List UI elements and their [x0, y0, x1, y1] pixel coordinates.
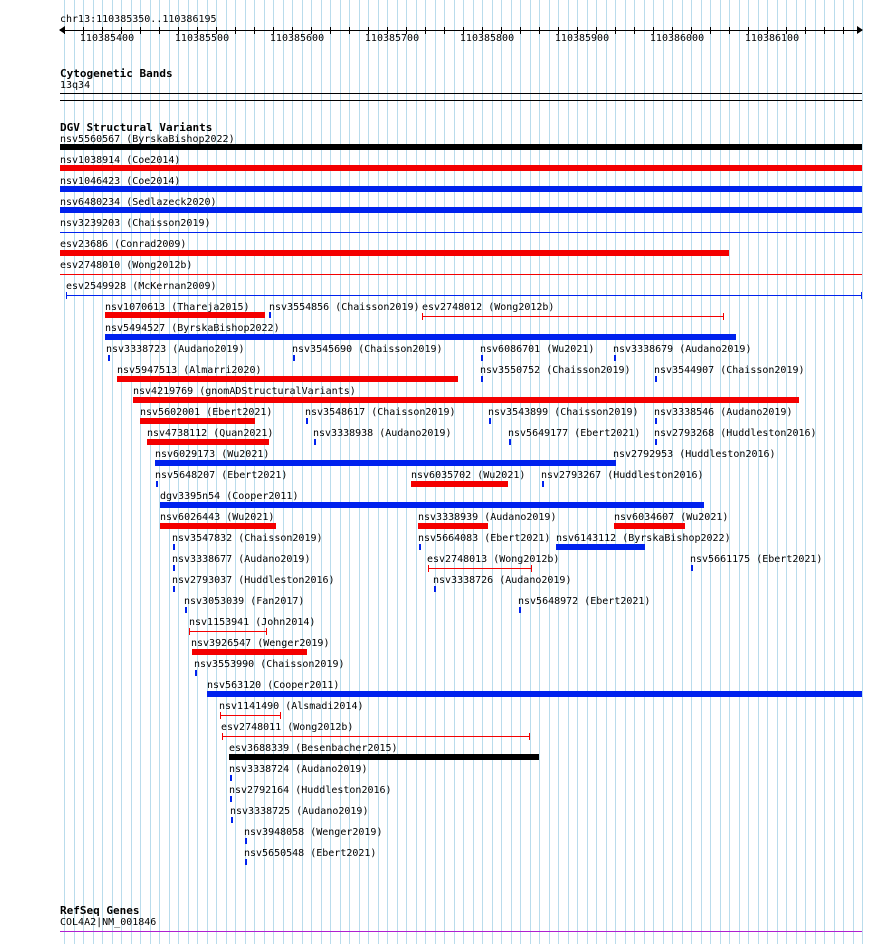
tick-label: 110385600	[269, 33, 325, 44]
variant-label[interactable]: nsv3948058 (Wenger2019)	[244, 827, 383, 838]
minor-tick	[444, 27, 445, 34]
grid-line	[767, 0, 768, 944]
variant-label[interactable]: nsv563120 (Cooper2011)	[207, 680, 340, 691]
minor-tick	[64, 27, 65, 34]
grid-line	[302, 0, 303, 944]
grid-line	[349, 0, 350, 944]
variant-label[interactable]: nsv4738112 (Quan2021)	[147, 428, 274, 439]
dgv-track-title[interactable]: DGV Structural Variants	[60, 121, 213, 134]
minor-tick	[140, 27, 141, 34]
tick-label: 110385700	[364, 33, 420, 44]
variant-label[interactable]: esv2748013 (Wong2012b)	[427, 554, 560, 565]
variant-label[interactable]: nsv3545690 (Chaisson2019)	[292, 344, 443, 355]
variant-label[interactable]: nsv3543899 (Chaisson2019)	[488, 407, 639, 418]
ruler-axis	[60, 30, 862, 31]
grid-line	[378, 0, 379, 944]
grid-line	[530, 0, 531, 944]
grid-line	[853, 0, 854, 944]
gene-model[interactable]	[60, 931, 862, 932]
variant-label[interactable]: nsv3544907 (Chaisson2019)	[654, 365, 805, 376]
variant-label[interactable]: nsv2793267 (Huddleston2016)	[541, 470, 704, 481]
interval-cap	[220, 712, 221, 719]
coordinate-ruler[interactable]	[60, 0, 862, 60]
variant-interval[interactable]	[428, 568, 532, 569]
interval-cap	[189, 628, 190, 635]
minor-tick	[520, 27, 521, 34]
grid-line	[834, 0, 835, 944]
variant-label[interactable]: nsv3553990 (Chaisson2019)	[194, 659, 345, 670]
variant-label[interactable]: nsv1038914 (Coe2014)	[60, 155, 181, 166]
grid-line	[406, 0, 407, 944]
grid-line	[796, 0, 797, 944]
variant-interval[interactable]	[422, 316, 724, 317]
variant-label[interactable]: nsv6086701 (Wu2021)	[480, 344, 595, 355]
grid-line	[368, 0, 369, 944]
grid-line	[292, 0, 293, 944]
variant-label[interactable]: nsv2793037 (Huddleston2016)	[172, 575, 335, 586]
variant-label[interactable]: nsv6035702 (Wu2021)	[411, 470, 526, 481]
minor-tick	[349, 27, 350, 34]
grid-line	[815, 0, 816, 944]
variant-label[interactable]: nsv6480234 (Sedlazeck2020)	[60, 197, 217, 208]
variant-label[interactable]: nsv3926547 (Wenger2019)	[191, 638, 330, 649]
minor-tick	[843, 27, 844, 34]
grid-line	[739, 0, 740, 944]
interval-cap	[222, 733, 223, 740]
cytogenetic-track-title[interactable]: Cytogenetic Bands	[60, 67, 173, 80]
tick-label: 110385400	[79, 33, 135, 44]
variant-label[interactable]: nsv6034607 (Wu2021)	[614, 512, 729, 523]
variant-label[interactable]: nsv3338679 (Audano2019)	[613, 344, 752, 355]
grid-line	[786, 0, 787, 944]
variant-label[interactable]: nsv3053039 (Fan2017)	[184, 596, 305, 607]
grid-line	[710, 0, 711, 944]
track-separator	[60, 100, 862, 101]
variant-label[interactable]: nsv2792164 (Huddleston2016)	[229, 785, 392, 796]
variant-label[interactable]: nsv3338677 (Audano2019)	[172, 554, 311, 565]
grid-line	[387, 0, 388, 944]
location-label: chr13:110385350..110386195	[60, 14, 217, 25]
tick-label: 110386000	[649, 33, 705, 44]
variant-label[interactable]: nsv1141490 (Alsmadi2014)	[219, 701, 364, 712]
variant-label[interactable]: nsv5648207 (Ebert2021)	[155, 470, 288, 481]
interval-cap	[723, 313, 724, 320]
variant-label[interactable]: nsv3338724 (Audano2019)	[229, 764, 368, 775]
minor-tick	[235, 27, 236, 34]
variant-label[interactable]: nsv6026443 (Wu2021)	[160, 512, 275, 523]
grid-line	[758, 0, 759, 944]
cytoband-line	[60, 93, 862, 94]
minor-tick	[805, 27, 806, 34]
grid-line	[720, 0, 721, 944]
variant-label[interactable]: nsv3338938 (Audano2019)	[313, 428, 452, 439]
minor-tick	[615, 27, 616, 34]
variant-label[interactable]: nsv2792953 (Huddleston2016)	[613, 449, 776, 460]
grid-line	[729, 0, 730, 944]
variant-interval[interactable]	[189, 631, 267, 632]
grid-line	[539, 0, 540, 944]
interval-cap	[280, 712, 281, 719]
cytoband-label[interactable]: 13q34	[60, 80, 91, 91]
variant-label[interactable]: nsv6029173 (Wu2021)	[155, 449, 270, 460]
variant-label[interactable]: dgv3395n54 (Cooper2011)	[160, 491, 299, 502]
interval-cap	[422, 313, 423, 320]
grid-line	[330, 0, 331, 944]
grid-line	[321, 0, 322, 944]
grid-line	[340, 0, 341, 944]
variant-label[interactable]: nsv5649177 (Ebert2021)	[508, 428, 641, 439]
variant-label[interactable]: esv2748011 (Wong2012b)	[221, 722, 354, 733]
variant-label[interactable]: nsv2793268 (Huddleston2016)	[654, 428, 817, 439]
grid-line	[359, 0, 360, 944]
grid-line	[748, 0, 749, 944]
tick-label: 110385800	[459, 33, 515, 44]
grid-line	[843, 0, 844, 944]
variant-label[interactable]: nsv5560567 (ByrskaBishop2022)	[60, 134, 235, 145]
interval-cap	[861, 292, 862, 299]
grid-line	[777, 0, 778, 944]
minor-tick	[254, 27, 255, 34]
variant-interval[interactable]	[66, 295, 862, 296]
grid-line	[805, 0, 806, 944]
minor-tick	[425, 27, 426, 34]
variant-label[interactable]: esv2748010 (Wong2012b)	[60, 260, 193, 271]
variant-label[interactable]: nsv4219769 (gnomADStructuralVariants)	[133, 386, 356, 397]
scroll-right-arrow-icon[interactable]	[857, 26, 863, 34]
variant-label[interactable]: nsv6143112 (ByrskaBishop2022)	[556, 533, 731, 544]
minor-tick	[824, 27, 825, 34]
grid-line	[397, 0, 398, 944]
variant-label[interactable]: nsv5648972 (Ebert2021)	[518, 596, 651, 607]
minor-tick	[330, 27, 331, 34]
variant-label[interactable]: nsv5661175 (Ebert2021)	[690, 554, 823, 565]
grid-line	[311, 0, 312, 944]
gene-label[interactable]: COL4A2|NM_001846	[60, 917, 157, 928]
variant-label[interactable]: esv2748012 (Wong2012b)	[422, 302, 555, 313]
variant-label[interactable]: nsv3548617 (Chaisson2019)	[305, 407, 456, 418]
minor-tick	[729, 27, 730, 34]
interval-cap	[531, 565, 532, 572]
variant-label[interactable]: nsv3239203 (Chaisson2019)	[60, 218, 211, 229]
variant-label[interactable]: nsv3338726 (Audano2019)	[433, 575, 572, 586]
variant-label[interactable]: nsv3338723 (Audano2019)	[106, 344, 245, 355]
tick-label: 110385500	[174, 33, 230, 44]
variant-label[interactable]: nsv5664083 (Ebert2021)	[418, 533, 551, 544]
variant-label[interactable]: nsv3547832 (Chaisson2019)	[172, 533, 323, 544]
tick-label: 110386100	[744, 33, 800, 44]
variant-label[interactable]: nsv1153941 (John2014)	[189, 617, 316, 628]
interval-cap	[66, 292, 67, 299]
variant-label[interactable]: nsv3550752 (Chaisson2019)	[480, 365, 631, 376]
variant-label[interactable]: esv3688339 (Besenbacher2015)	[229, 743, 398, 754]
variant-label[interactable]: esv23686 (Conrad2009)	[60, 239, 187, 250]
variant-label[interactable]: nsv3338725 (Audano2019)	[230, 806, 369, 817]
variant-label[interactable]: nsv1046423 (Coe2014)	[60, 176, 181, 187]
interval-cap	[529, 733, 530, 740]
variant-label[interactable]: nsv5650548 (Ebert2021)	[244, 848, 377, 859]
variant-label[interactable]: nsv5602001 (Ebert2021)	[140, 407, 273, 418]
grid-line	[824, 0, 825, 944]
minor-tick	[159, 27, 160, 34]
grid-line	[862, 0, 863, 944]
variant-label[interactable]: nsv1070613 (Thareja2015)	[105, 302, 250, 313]
minor-tick	[710, 27, 711, 34]
tick-label: 110385900	[554, 33, 610, 44]
variant-line[interactable]	[60, 274, 862, 275]
variant-label[interactable]: nsv5947513 (Almarri2020)	[117, 365, 262, 376]
variant-interval[interactable]	[220, 715, 281, 716]
interval-cap	[266, 628, 267, 635]
variant-label[interactable]: nsv3338546 (Audano2019)	[654, 407, 793, 418]
minor-tick	[634, 27, 635, 34]
interval-cap	[428, 565, 429, 572]
variant-label[interactable]: nsv5494527 (ByrskaBishop2022)	[105, 323, 280, 334]
variant-line[interactable]	[60, 232, 862, 233]
refseq-track-title[interactable]: RefSeq Genes	[60, 904, 140, 917]
variant-label[interactable]: esv2549928 (McKernan2009)	[66, 281, 217, 292]
minor-tick	[539, 27, 540, 34]
variant-label[interactable]: nsv3554856 (Chaisson2019)	[269, 302, 420, 313]
variant-label[interactable]: nsv3338939 (Audano2019)	[418, 512, 557, 523]
variant-interval[interactable]	[222, 736, 530, 737]
